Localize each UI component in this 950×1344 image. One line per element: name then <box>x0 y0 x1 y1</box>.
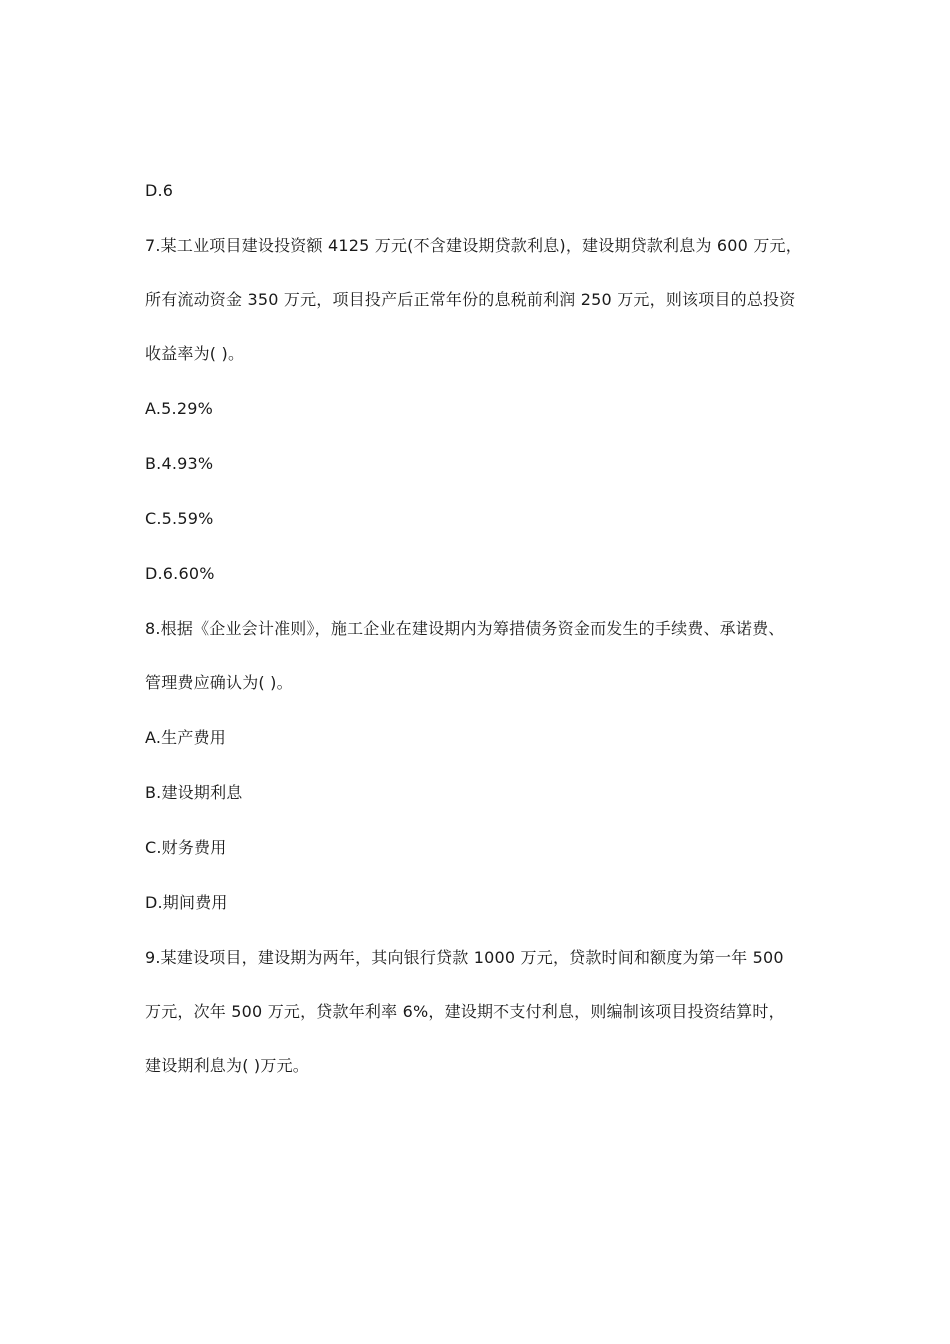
document-body <box>145 177 815 1080</box>
q9-stem-line-3: 建设期利息为( )万元。 <box>145 1056 309 1075</box>
q7-stem-line-2: 所有流动资金 350 万元，项目投产后正常年份的息税前利润 250 万元，则该项目的总投资 <box>145 290 796 309</box>
q7-option-a: A.5.29% <box>145 399 213 418</box>
q8-stem-line-1: 8.根据《企业会计准则》，施工企业在建设期内为筹措债务资金而发生的手续费、承诺费、 <box>145 619 785 638</box>
q8-option-c: C.财务费用 <box>145 838 227 857</box>
q7-option-c: C.5.59% <box>145 509 214 528</box>
q7-stem-line-1: 7.某工业项目建设投资额 4125 万元(不含建设期贷款利息)，建设期贷款利息为 600 万元， <box>145 236 802 255</box>
q9-stem-line-2: 万元，次年 500 万元，贷款年利率 6%，建设期不支付利息，则编制该项目投资结算时， <box>145 1002 785 1021</box>
q6-option-d: D.6 <box>145 181 174 200</box>
q9-stem-line-1: 9.某建设项目，建设期为两年，其向银行贷款 1000 万元，贷款时间和额度为第一年 500 <box>145 948 784 967</box>
q8-option-b: B.建设期利息 <box>145 783 243 802</box>
q8-option-d: D.期间费用 <box>145 893 228 912</box>
q7-option-d: D.6.60% <box>145 564 215 583</box>
q8-option-a: A.生产费用 <box>145 728 226 747</box>
q7-option-b: B.4.93% <box>145 454 214 473</box>
q7-stem-line-3: 收益率为( )。 <box>145 344 245 363</box>
q8-stem-line-2: 管理费应确认为( )。 <box>145 673 293 692</box>
